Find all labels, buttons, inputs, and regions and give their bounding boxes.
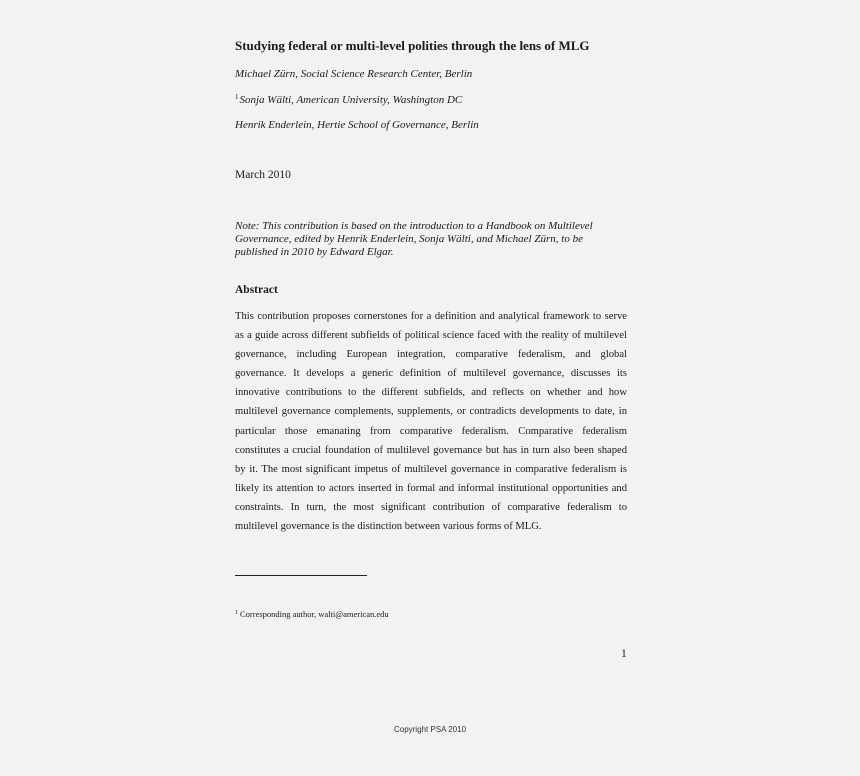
author-line-2 (235, 93, 462, 106)
footnote-marker: 1 (235, 610, 238, 616)
footnote (235, 609, 389, 619)
footnote-divider (235, 575, 367, 576)
author-text: Henrik Enderlein, Hertie School of Governance, Berlin (235, 119, 479, 131)
copyright-notice: Copyright PSA 2010 (393, 725, 467, 734)
footnote-marker: 1 (235, 93, 239, 101)
author-text: Sonja Wälti, American University, Washington DC (239, 94, 463, 106)
author-text: Michael Zürn, Social Science Research Center, Berlin (235, 68, 473, 80)
publication-date: March 2010 (235, 169, 291, 181)
author-line-1 (235, 68, 472, 80)
author-line-3 (235, 119, 479, 131)
page-number: 1 (621, 648, 627, 660)
publication-note: Note: This contribution is based on the introduction to a Handbook on Multilevel Governance, edited by Henrik Enderlein, Sonja Wälti, and Michael Zürn, to be published in 2010 by Edward Elgar. (235, 220, 593, 258)
abstract-text: This contribution proposes cornerstones for a definition and analytical framework to serve as a guide across different subfields of political science faced with the reality of multilevel governance, including European integration, comparative federalism, and global governance. It develops a generic definition of multilevel governance, discusses its innovative contributions to the different subfields, and reflects on whether and how multilevel governance complements, supplements, or contradicts developments to date, in particular those emanating from comparative federalism. Comparative federalism constitutes a crucial foundation of multilevel governance but has in turn also been shaped by it. The most significant impetus of multilevel governance in comparative federalism is likely its attention to actors inserted in formal and informal institutional opportunities and constraints. In turn, the most significant contribution of comparative federalism to multilevel governance is the distinction between various forms of MLG. (235, 311, 627, 533)
paper-title: Studying federal or multi-level polities through the lens of MLG (235, 38, 590, 53)
abstract-heading: Abstract (235, 284, 278, 296)
footnote-text: Corresponding author, walti@american.edu (240, 609, 389, 619)
